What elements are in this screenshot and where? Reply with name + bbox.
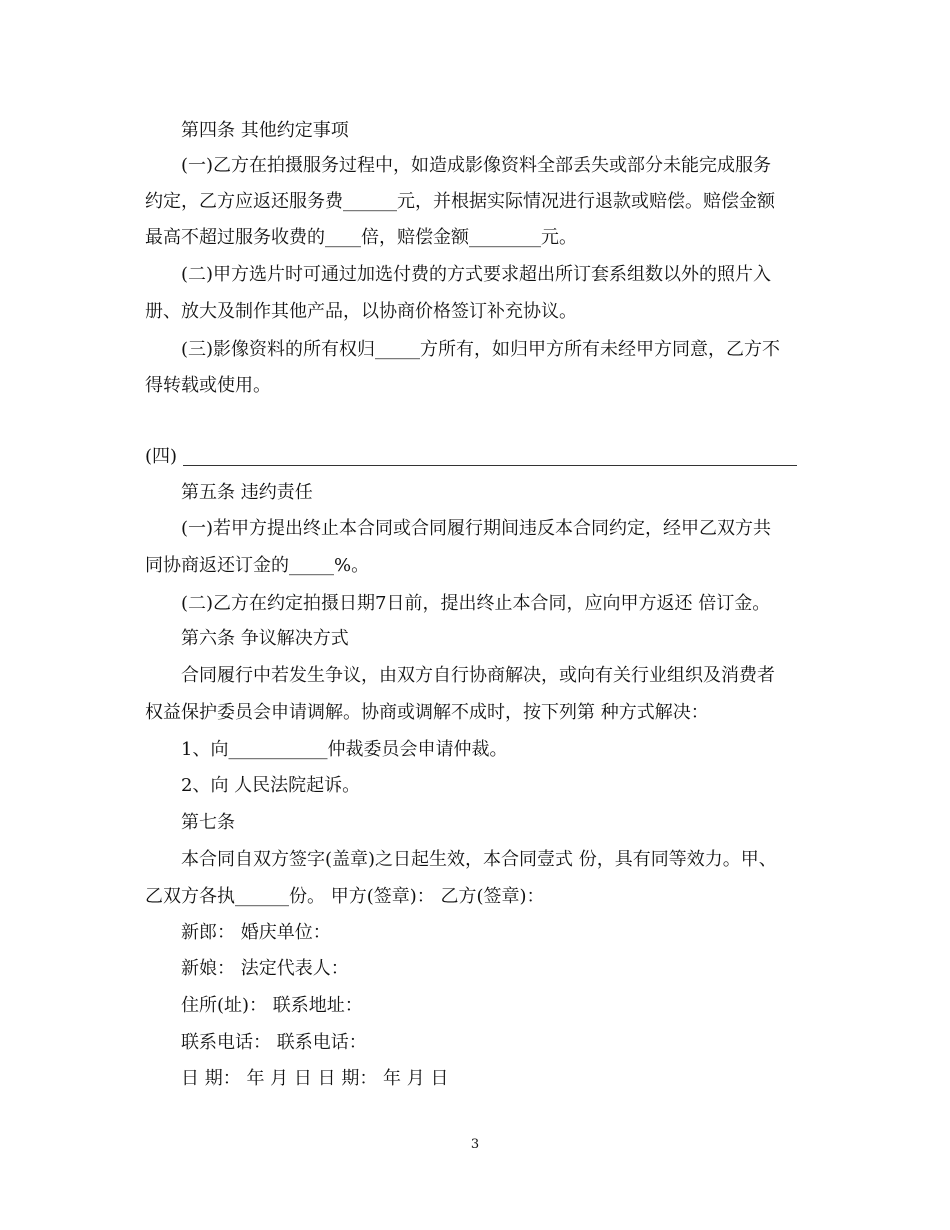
paragraph-line: 合同履行中若发生争议，由双方自行协商解决，或向有关行业组织及消费者 [181, 665, 775, 686]
signature-line: 联系电话： 联系电话： [181, 1032, 367, 1053]
clause-4-label: (四) [145, 446, 178, 467]
paragraph-line: 2、向 人民法院起诉。 [181, 775, 361, 796]
paragraph-line: 同协商返还订金的_____%。 [145, 555, 370, 576]
paragraph-line: 得转载或使用。 [145, 375, 271, 396]
paragraph-line: 最高不超过服务收费的____倍，赔偿金额________元。 [145, 227, 577, 248]
paragraph-line: 1、向___________仲裁委员会申请仲裁。 [181, 739, 508, 760]
paragraph-line: (一)乙方在拍摄服务过程中，如造成影像资料全部丢失或部分未能完成服务 [181, 155, 772, 176]
paragraph-line: 乙双方各执______份。 甲方(签章)： 乙方(签章)： [145, 886, 545, 907]
paragraph-line: (二)乙方在约定拍摄日期7日前，提出终止本合同，应向甲方返还 倍订金。 [181, 593, 771, 614]
paragraph-line: (二)甲方选片时可通过加选付费的方式要求超出所订套系组数以外的照片入 [181, 264, 772, 285]
date-line: 日 期： 年 月 日 日 期： 年 月 日 [181, 1068, 449, 1089]
page-number: 3 [470, 1137, 480, 1152]
paragraph-line: 约定，乙方应返还服务费______元，并根据实际情况进行退款或赔偿。赔偿金额 [145, 191, 775, 212]
article-4-heading: 第四条 其他约定事项 [181, 120, 349, 141]
signature-line: 新娘： 法定代表人： [181, 958, 349, 979]
signature-line: 新郎： 婚庆单位： [181, 922, 331, 943]
signature-line: 住所(址)： 联系地址： [181, 995, 363, 1016]
article-6-heading: 第六条 争议解决方式 [181, 628, 349, 649]
paragraph-line: 本合同自双方签字(盖章)之日起生效，本合同壹式 份，具有同等效力。甲、 [181, 849, 777, 870]
paragraph-line: (一)若甲方提出终止本合同或合同履行期间违反本合同约定，经甲乙双方共 [181, 518, 772, 539]
paragraph-line: (三)影像资料的所有权归_____方所有，如归甲方所有未经甲方同意，乙方不 [181, 339, 781, 360]
blank-fill-line [183, 445, 797, 466]
paragraph-line: 册、放大及制作其他产品，以协商价格签订补充协议。 [145, 301, 577, 322]
article-7-heading: 第七条 [181, 812, 235, 833]
article-5-heading: 第五条 违约责任 [181, 482, 313, 503]
paragraph-line: 权益保护委员会申请调解。协商或调解不成时，按下列第 种方式解决： [145, 702, 709, 723]
